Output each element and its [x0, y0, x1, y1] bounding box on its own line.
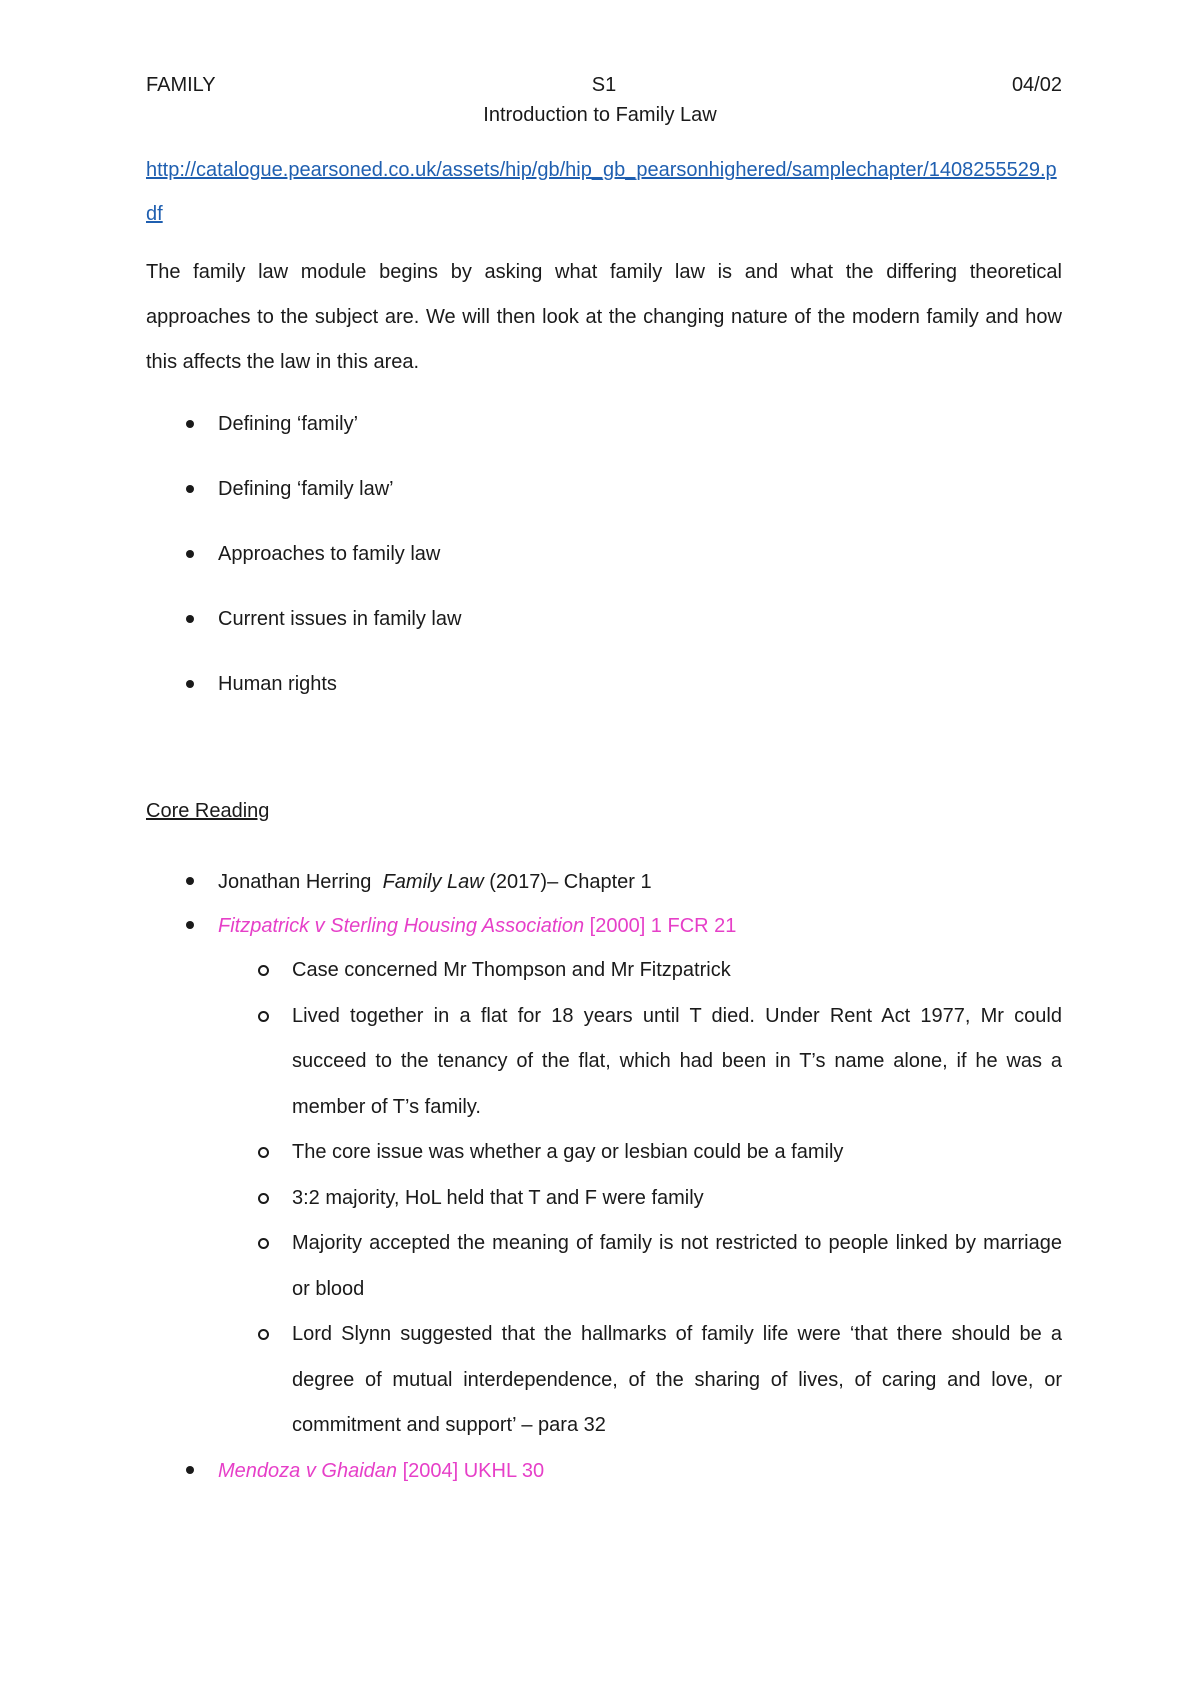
list-item: Defining ‘family’	[146, 404, 461, 469]
header-left: FAMILY	[146, 74, 216, 96]
bullet-icon	[186, 485, 194, 493]
bullet-icon	[186, 680, 194, 688]
case-citation: [2004] UKHL 30	[402, 1459, 545, 1482]
reading-link[interactable]: http://catalogue.pearsoned.co.uk/assets/hip/gb/hip_gb_pearsonhighered/samplechapter/1408255529.pdf	[146, 159, 1057, 225]
bullet-icon	[186, 615, 194, 623]
intro-paragraph: The family law module begins by asking what family law is and what the differing theoretical approaches to the subject are. We will then look at the changing nature of the modern family and how this affects the law in this area.	[146, 261, 1062, 373]
circle-bullet-icon	[258, 1238, 269, 1249]
book-title: Family Law	[382, 871, 484, 893]
case-item-fitzpatrick	[146, 904, 1062, 948]
circle-bullet-icon	[258, 1011, 269, 1022]
list-item: Approaches to family law	[146, 534, 461, 599]
bullet-icon	[186, 877, 194, 885]
case-point: 3:2 majority, HoL held that T and F were family	[146, 1176, 1062, 1222]
list-item: Defining ‘family law’	[146, 469, 461, 534]
case-name: Mendoza v Ghaidan	[218, 1459, 398, 1482]
topics-list	[146, 404, 461, 729]
book-detail: (2017)– Chapter 1	[489, 871, 652, 893]
bullet-icon	[186, 1466, 194, 1474]
list-item: Current issues in family law	[146, 599, 461, 664]
case-citation: [2000] 1 FCR 21	[589, 915, 737, 937]
case-point: Case concerned Mr Thompson and Mr Fitzpatrick	[146, 948, 1062, 994]
list-item: Human rights	[146, 664, 461, 729]
bullet-icon	[186, 420, 194, 428]
book-item	[146, 860, 1062, 904]
case-point: Lived together in a flat for 18 years until T died. Under Rent Act 1977, Mr could succeed to the tenancy of the flat, which had been in T’s name alone, if he was a member of T’s family.	[146, 994, 1062, 1131]
circle-bullet-icon	[258, 1329, 269, 1340]
case-item-mendoza	[146, 1449, 1062, 1493]
core-reading-heading: Core Reading	[146, 800, 270, 822]
bullet-icon	[186, 921, 194, 929]
case-name: Fitzpatrick v Sterling Housing Association	[218, 915, 585, 937]
case-point: The core issue was whether a gay or lesbian could be a family	[146, 1130, 1062, 1176]
circle-bullet-icon	[258, 1147, 269, 1158]
bullet-icon	[186, 550, 194, 558]
header-right: 04/02	[1011, 74, 1062, 96]
circle-bullet-icon	[258, 1193, 269, 1204]
case-point: Lord Slynn suggested that the hallmarks of family life were ‘that there should be a degree of mutual interdependence, of the sharing of lives, of caring and love, or commitment and support’ – para 32	[146, 1312, 1062, 1449]
page-header	[146, 74, 1062, 97]
document-title: Introduction to Family Law	[483, 104, 717, 126]
core-reading-list	[146, 860, 1062, 1493]
book-author: Jonathan Herring	[218, 871, 372, 893]
circle-bullet-icon	[258, 965, 269, 976]
header-center: S1	[591, 74, 617, 96]
case-point: Majority accepted the meaning of family is not restricted to people linked by marriage or blood	[146, 1221, 1062, 1312]
